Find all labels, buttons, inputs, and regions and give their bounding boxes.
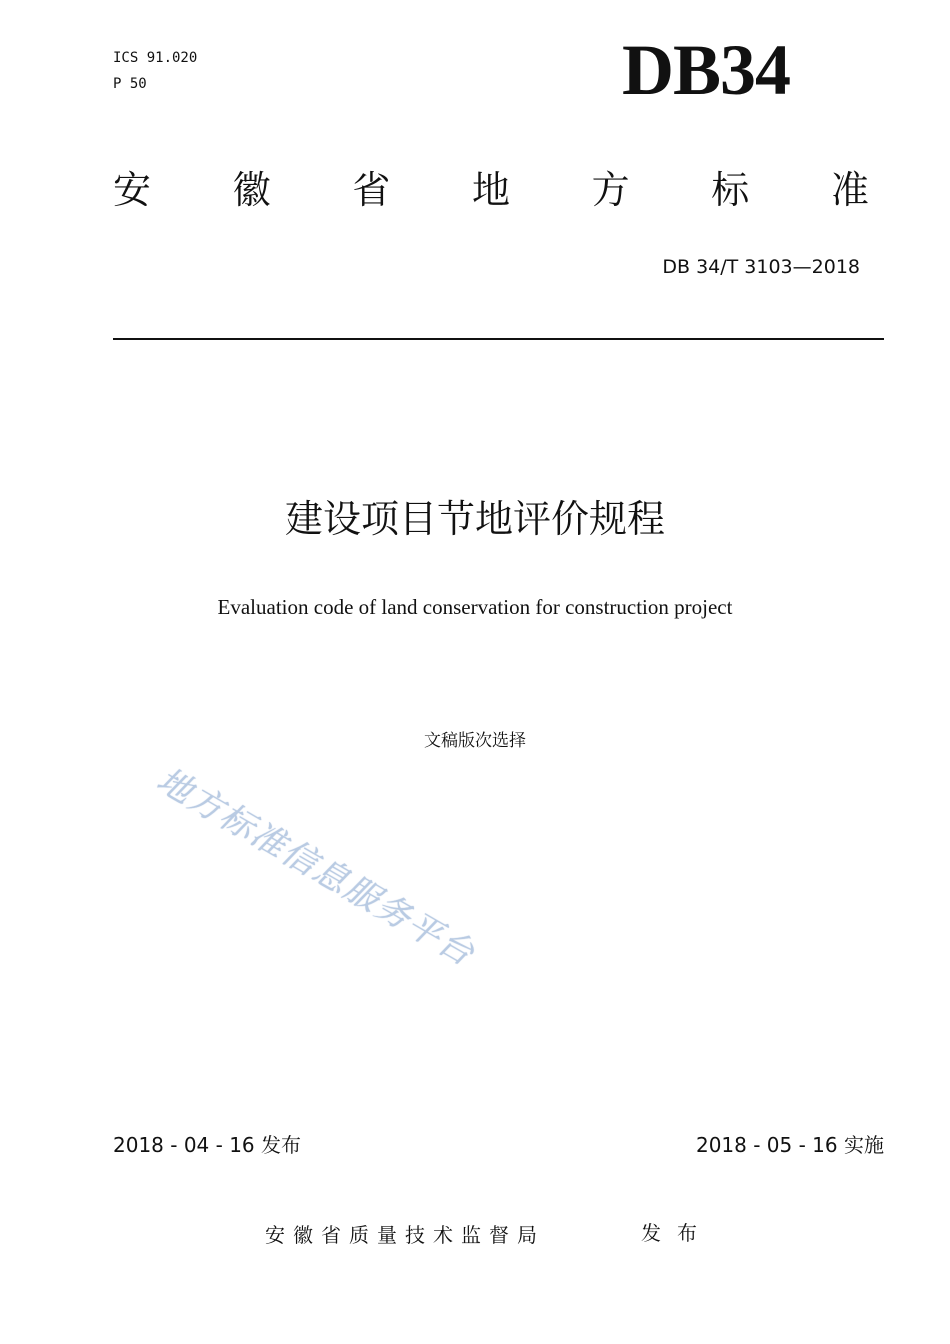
standard-type-char: 方	[591, 168, 630, 212]
draft-version-label: 文稿版次选择	[424, 731, 526, 750]
standard-type-char: 地	[471, 168, 510, 212]
standard-type-char: 省	[352, 168, 391, 212]
issue-date: 2018 - 04 - 16 发布	[113, 1133, 302, 1157]
document-title-chinese: 建设项目节地评价规程	[284, 497, 665, 541]
standard-type-heading	[113, 168, 869, 212]
header-divider	[113, 338, 884, 340]
ics-code: ICS 91.020	[113, 50, 198, 66]
issuing-authority: 安徽省质量技术监督局	[265, 1223, 545, 1247]
watermark-text: 地方标准信息服务平台	[150, 760, 482, 975]
standard-type-char: 安	[113, 168, 152, 212]
standard-type-char: 准	[830, 168, 869, 212]
standard-code-logo: DB34	[622, 30, 791, 110]
document-title-english: Evaluation code of land conservation for construction project	[217, 595, 733, 619]
standard-type-char: 标	[711, 168, 750, 212]
standard-type-char: 徽	[232, 168, 271, 212]
classification-code: P 50	[113, 76, 147, 92]
standard-number: DB 34/T 3103—2018	[662, 256, 860, 278]
issuing-action: 发布	[641, 1221, 713, 1245]
implementation-date: 2018 - 05 - 16 实施	[695, 1133, 884, 1157]
